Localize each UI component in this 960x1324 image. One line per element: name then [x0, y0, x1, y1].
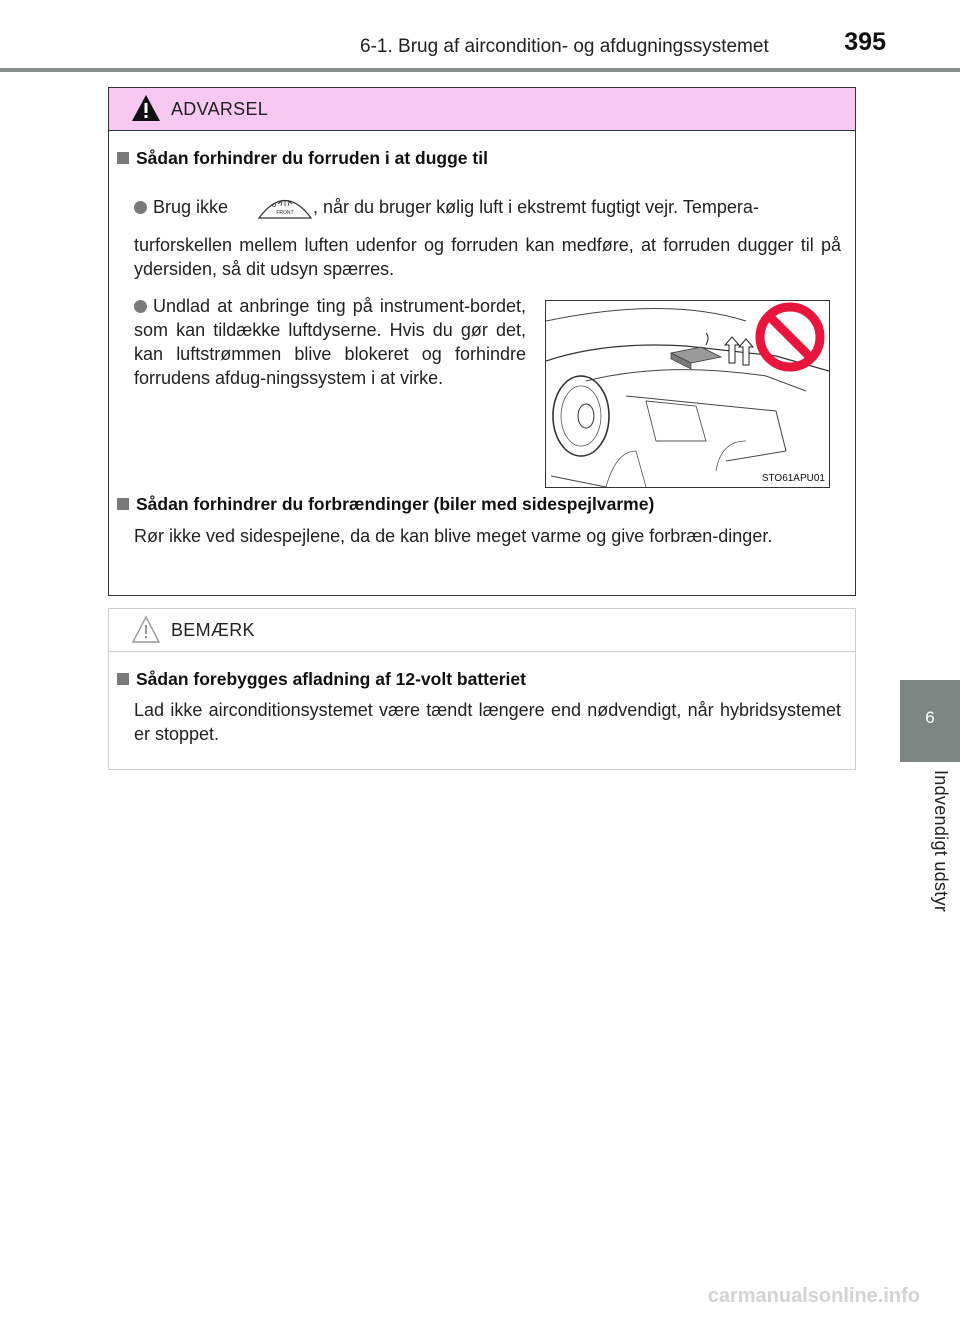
caution-triangle-icon [131, 615, 161, 643]
chapter-tab [900, 680, 960, 762]
section-heading: Sådan forhindrer du forruden i at dugge til [117, 148, 488, 169]
paragraph: turforskellen mellem luften udenfor og forruden kan medføre, at forruden dugger til på ydersiden, så dit udsyn spærres. [134, 235, 841, 279]
svg-text:FRONT: FRONT [276, 210, 294, 216]
warning-triangle-icon [131, 94, 161, 122]
paragraph: Rør ikke ved sidespejlene, da de kan blive meget varme og give forbræn-dinger. [134, 526, 773, 546]
round-bullet-icon [134, 201, 147, 214]
warning-header [109, 88, 855, 131]
watermark: carmanualsonline.info [707, 1285, 920, 1307]
bullet-item: Undlad at anbringe ting på instrument-bordet, som kan tildække luftdyserne. Hvis du gør det, kan luftstrømmen blive blokeret og forhindre forrudens afdug-ningssystem i at virke. [134, 296, 526, 388]
chapter-label: Indvendigt udstyr [931, 770, 951, 913]
front-defogger-button-icon [257, 189, 313, 219]
page-number: 395 [844, 28, 886, 56]
paragraph: Lad ikke airconditionsystemet være tændt længere end nødvendigt, når hybridsystemet er stoppet. [134, 700, 841, 744]
section-title: 6-1. Brug af aircondition- og afdugningssystemet [360, 36, 769, 57]
chapter-number: 6 [925, 708, 935, 727]
notice-box [108, 608, 856, 770]
round-bullet-icon [134, 300, 147, 313]
header-rule [0, 68, 960, 72]
warning-box [108, 87, 856, 596]
bullet-item: Brug ikke [134, 195, 228, 219]
section-heading: Sådan forebygges afladning af 12-volt batteriet [117, 669, 526, 690]
square-bullet-icon [117, 498, 129, 510]
dashboard-illustration [545, 300, 830, 488]
notice-title: BEMÆRK [171, 620, 255, 640]
square-bullet-icon [117, 152, 129, 164]
bullet-text-continued: , når du bruger kølig luft i ekstremt fugtigt vejr. Tempera- [313, 197, 759, 217]
dashboard-drawing [546, 301, 829, 487]
notice-header [109, 609, 855, 652]
figure-code: STO61APU01 [761, 473, 825, 484]
warning-title: ADVARSEL [171, 99, 269, 119]
square-bullet-icon [117, 673, 129, 685]
section-heading: Sådan forhindrer du forbrændinger (biler med sidespejlvarme) [117, 494, 654, 515]
